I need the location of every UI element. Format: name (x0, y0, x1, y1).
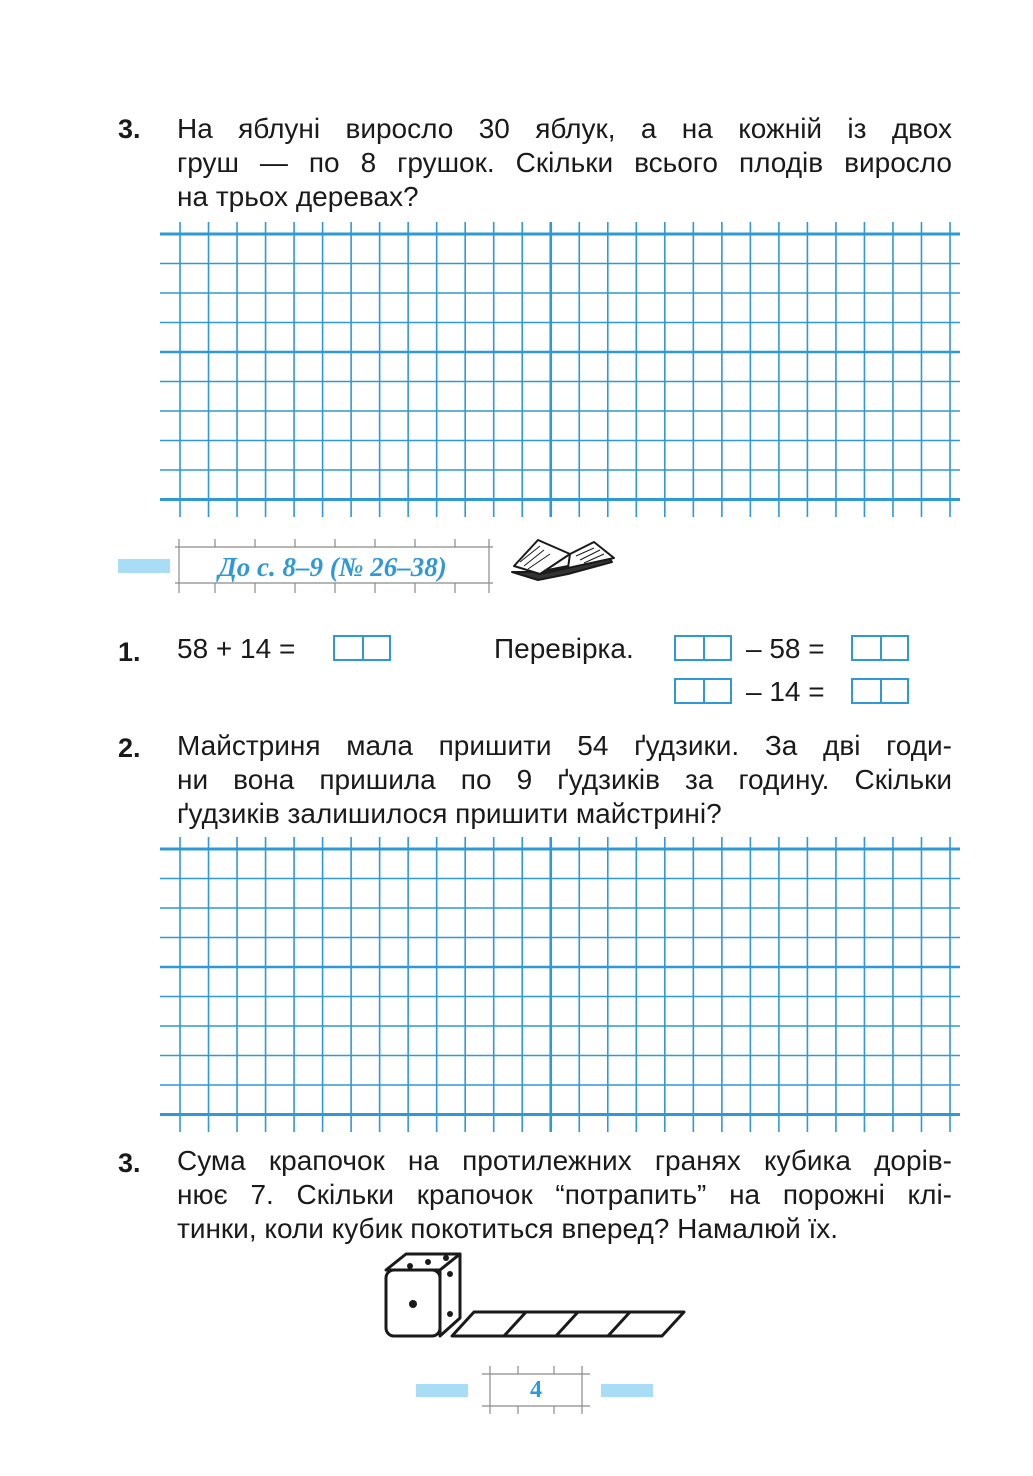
task-number: 3. (118, 114, 141, 144)
check-result-box[interactable] (851, 678, 909, 704)
task-number: 1. (118, 637, 141, 667)
check-operation: – 58 = (746, 633, 825, 664)
task-text (177, 1144, 952, 1246)
section-label: До с. 8–9 (№ 26–38) (218, 552, 447, 582)
check-label: Перевірка. (494, 633, 634, 664)
dice-dot (407, 1263, 413, 1269)
check-box[interactable] (674, 635, 732, 661)
dice-dot (447, 1271, 453, 1277)
dice-illustration (378, 1248, 698, 1343)
dice-dot (447, 1311, 453, 1317)
task-text-line: груш — по 8 грушок. Скільки всього плодів виросло (177, 147, 952, 178)
task-number: 2. (118, 733, 141, 763)
task-text-line: ґудзиків залишилося пришити майстрині? (177, 798, 722, 829)
answer-grid[interactable] (160, 837, 960, 1132)
task-text-line: на трьох деревах? (177, 181, 419, 212)
dice-side-face (440, 1254, 460, 1336)
footer-bar-left (416, 1384, 468, 1397)
page-number: 4 (530, 1377, 542, 1403)
cell-divider (556, 1312, 578, 1336)
dice-dot (425, 1259, 431, 1265)
open-book-icon (508, 536, 618, 586)
dice-dot (409, 1300, 417, 1308)
answer-box[interactable] (333, 635, 391, 661)
answer-grid[interactable] (160, 222, 960, 517)
check-operation: – 14 = (746, 676, 825, 707)
expression: 58 + 14 = (177, 633, 296, 664)
cell-divider (504, 1312, 526, 1336)
task-text-line: Майстриня мала пришити 54 ґудзики. За дві годи- (177, 730, 952, 761)
check-result-box[interactable] (851, 635, 909, 661)
cell-divider (608, 1312, 630, 1336)
task-number: 3. (118, 1148, 141, 1178)
task-text-line: нює 7. Скільки крапочок “потрапить” на порожні клі- (177, 1179, 952, 1210)
task-text (177, 729, 952, 831)
dice-dot (443, 1255, 449, 1261)
footer-bar-right (601, 1384, 653, 1397)
section-bar (118, 559, 170, 573)
check-box[interactable] (674, 678, 732, 704)
task-text-line: тинки, коли кубик покотиться вперед? Намалюй їх. (177, 1213, 839, 1244)
task-text-line: Сума крапочок на протилежних гранях кубика дорів- (177, 1145, 952, 1176)
task-text-line: ни вона пришила по 9 ґудзиків за годину. Скільки (177, 764, 952, 795)
task-text (177, 112, 952, 214)
task-text-line: На яблуні виросло 30 яблук, а на кожній із двох (177, 113, 952, 144)
